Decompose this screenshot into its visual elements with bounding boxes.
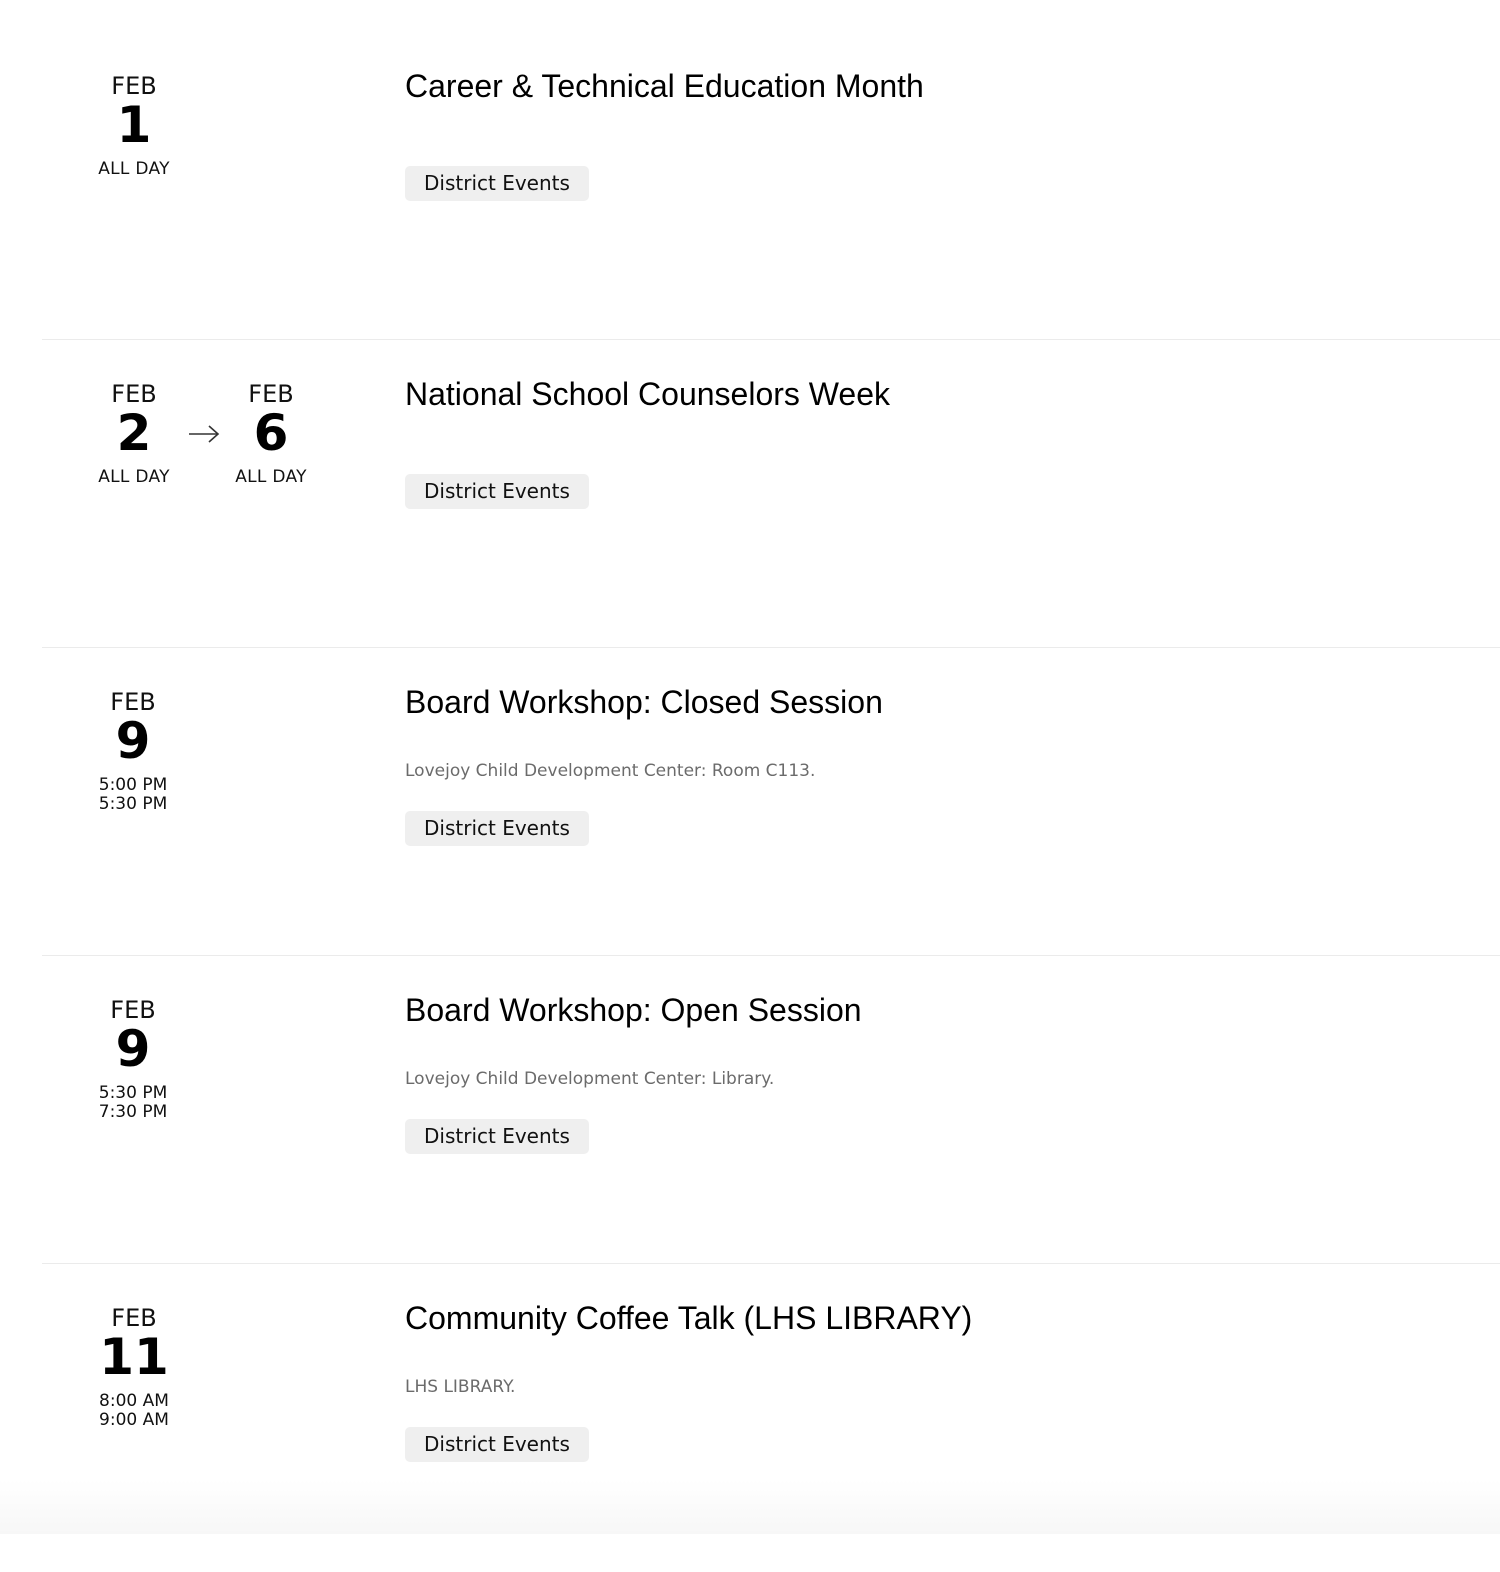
event-location: Lovejoy Child Development Center: Library. (405, 1069, 775, 1089)
date-month: FEB (111, 1304, 157, 1332)
time-start: 8:00 AM (99, 1391, 169, 1411)
category-tag[interactable]: District Events (405, 474, 589, 509)
bottom-fade (0, 1480, 1500, 1534)
date-time: ALL DAY (98, 159, 170, 179)
date-month: FEB (111, 72, 157, 100)
event-item[interactable] (42, 32, 1500, 340)
date-day: 1 (116, 96, 152, 154)
event-title[interactable]: Board Workshop: Open Session (405, 992, 862, 1028)
event-title[interactable]: Career & Technical Education Month (405, 68, 924, 104)
event-location: Lovejoy Child Development Center: Room C113. (405, 761, 816, 781)
date-day: 9 (115, 712, 151, 770)
date-time: ALL DAY (235, 467, 307, 487)
date-day: 6 (253, 404, 289, 462)
category-tag[interactable]: District Events (405, 1427, 589, 1462)
time-end: 5:30 PM (98, 794, 168, 814)
date-day: 11 (99, 1328, 169, 1386)
event-title[interactable]: National School Counselors Week (405, 376, 890, 412)
date-day: 9 (115, 1020, 151, 1078)
event-title[interactable]: Community Coffee Talk (LHS LIBRARY) (405, 1300, 973, 1336)
event-item[interactable] (42, 648, 1500, 956)
time-end: 7:30 PM (98, 1102, 168, 1122)
event-item[interactable] (42, 340, 1500, 648)
event-location: LHS LIBRARY. (405, 1377, 516, 1397)
arrow-right-icon (187, 424, 221, 444)
time-start: 5:00 PM (98, 775, 168, 795)
time-start: 5:30 PM (98, 1083, 168, 1103)
date-month: FEB (110, 996, 156, 1024)
date-time: ALL DAY (98, 467, 170, 487)
category-tag[interactable]: District Events (405, 1119, 589, 1154)
category-tag[interactable]: District Events (405, 811, 589, 846)
category-tag[interactable]: District Events (405, 166, 589, 201)
date-month: FEB (248, 380, 294, 408)
time-end: 9:00 AM (99, 1410, 169, 1430)
date-day: 2 (116, 404, 152, 462)
event-title[interactable]: Board Workshop: Closed Session (405, 684, 883, 720)
date-month: FEB (110, 688, 156, 716)
event-item[interactable] (42, 956, 1500, 1264)
date-month: FEB (111, 380, 157, 408)
